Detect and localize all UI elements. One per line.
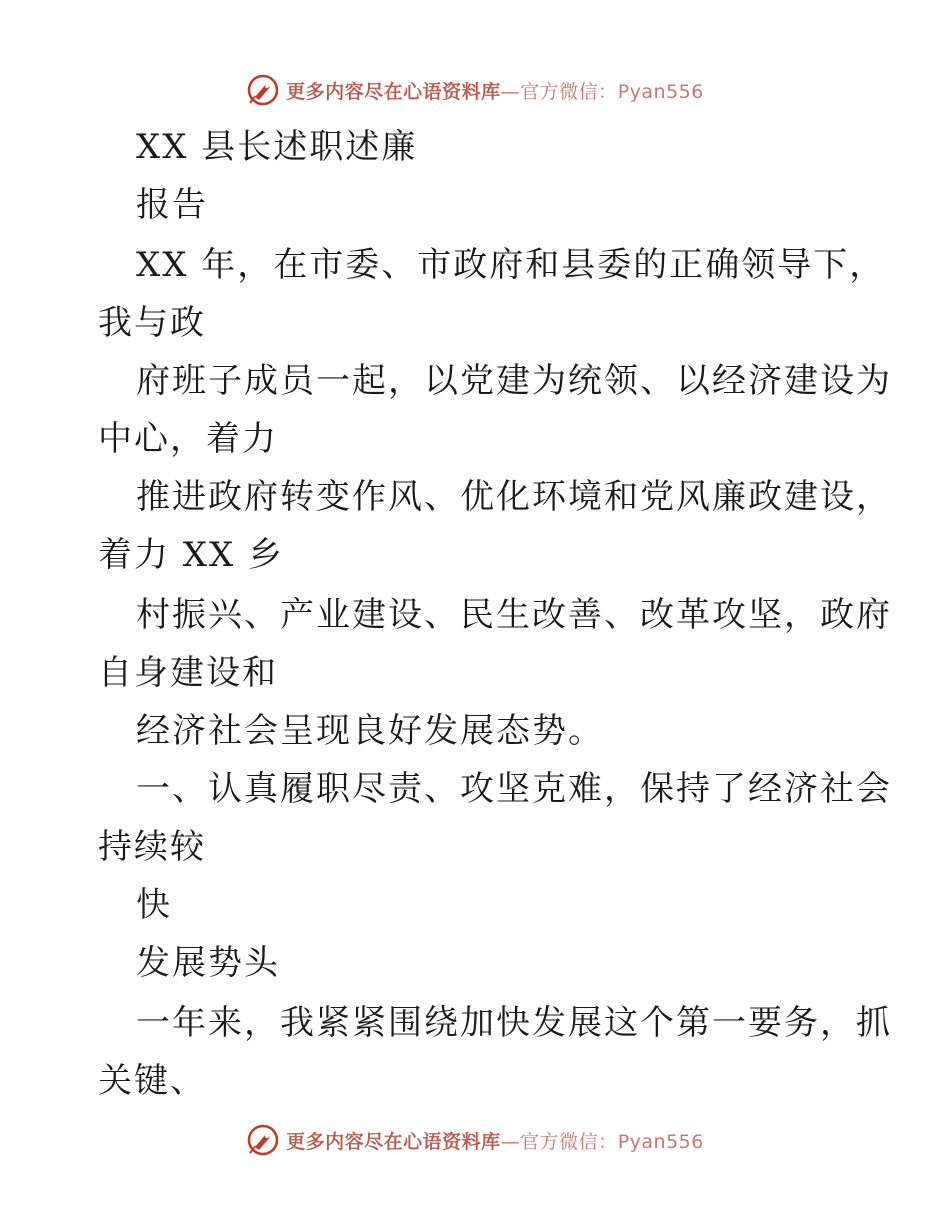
doc-line: 持续较	[98, 827, 206, 867]
doc-line: 经济社会呈现良好发展态势。	[136, 711, 604, 751]
doc-line: 府班子成员一起，以党建为统领、以经济建设为	[136, 361, 892, 401]
doc-line: 村振兴、产业建设、民生改善、改革攻坚，政府	[136, 595, 892, 635]
doc-line: 自身建设和	[98, 653, 278, 693]
doc-line: 一、认真履职尽责、攻坚克难，保持了经济社会	[136, 769, 892, 809]
watermark-dash: —	[500, 1130, 521, 1153]
doc-line: 发展势头	[136, 943, 280, 983]
watermark-handle: Pyan556	[617, 80, 704, 103]
doc-line: 一年来，我紧紧围绕加快发展这个第一要务，抓	[136, 1003, 892, 1043]
watermark-label: 官方微信：	[520, 80, 618, 103]
watermark-handle: Pyan556	[617, 1130, 704, 1153]
watermark-dash: —	[500, 80, 521, 103]
watermark-brand: 更多内容尽在心语资料库	[286, 80, 501, 103]
pen-nib-logo-icon	[246, 1123, 280, 1157]
doc-line: 我与政	[98, 303, 206, 343]
doc-line: 中心，着力	[98, 419, 278, 459]
doc-line: 快	[136, 885, 172, 925]
doc-line: 关键、	[98, 1061, 206, 1101]
watermark-label: 官方微信：	[520, 1130, 618, 1153]
doc-line: 推进政府转变作风、优化环境和党风廉政建设，	[136, 477, 892, 517]
doc-line: XX 县长述职述廉	[136, 127, 418, 167]
watermark-text	[286, 1127, 704, 1154]
watermark-brand: 更多内容尽在心语资料库	[286, 1130, 501, 1153]
doc-line: 报告	[136, 185, 208, 225]
doc-line: 着力 XX 乡	[98, 535, 285, 575]
doc-line: XX 年，在市委、市政府和县委的正确领导下，	[136, 245, 886, 285]
footer-watermark	[0, 1120, 950, 1160]
